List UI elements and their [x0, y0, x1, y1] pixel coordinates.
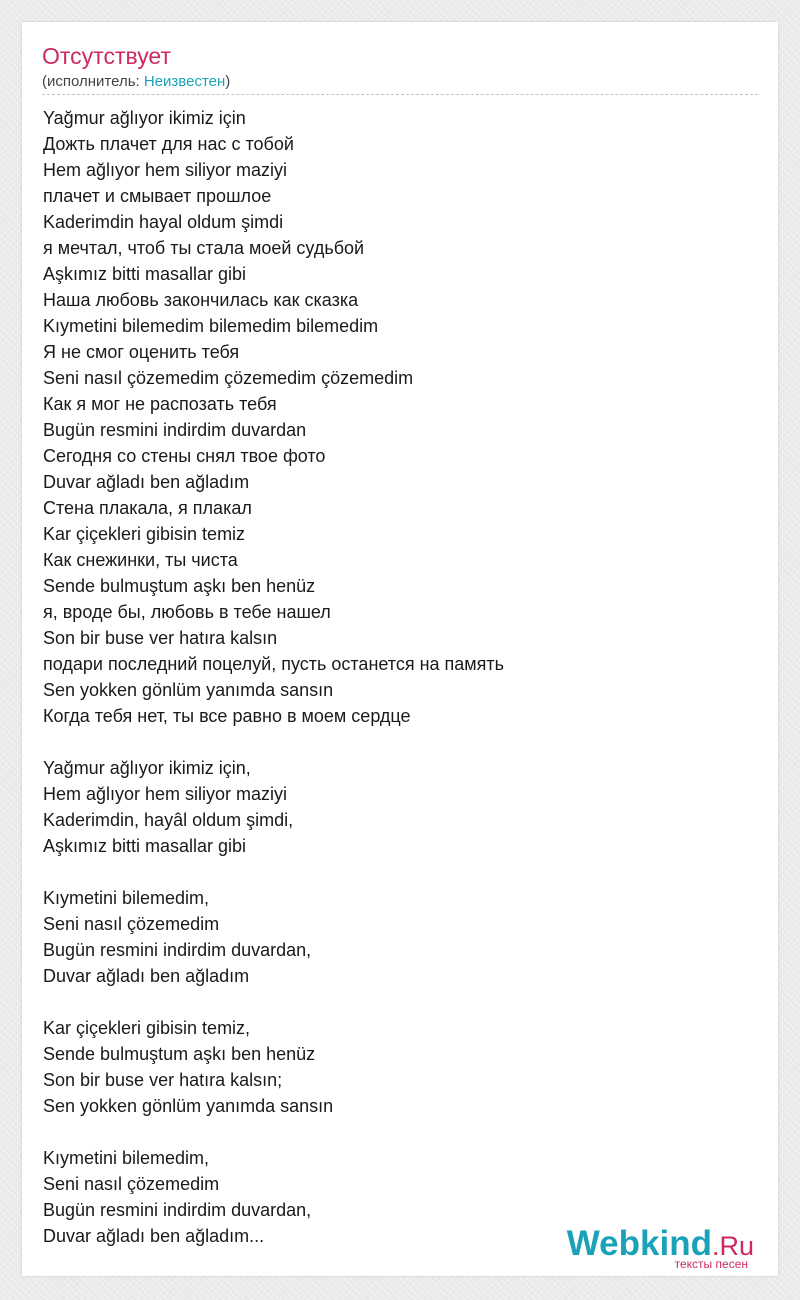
artist-line — [42, 73, 230, 91]
lyric-line: Стена плакала, я плакал — [43, 498, 252, 518]
lyric-line: Seni nasıl çözemedim — [43, 1174, 220, 1194]
lyrics-card — [22, 22, 778, 1276]
lyric-line: плачет и смывает прошлое — [43, 186, 272, 206]
lyric-line: Kaderimdin, hayâl oldum şimdi, — [43, 810, 294, 830]
title-divider — [42, 94, 758, 95]
lyric-line: Kar çiçekleri gibisin temiz — [43, 524, 246, 544]
lyric-line: Когда тебя нет, ты все равно в моем сердце — [43, 706, 411, 726]
lyric-line: Sende bulmuştum aşkı ben henüz — [43, 576, 316, 596]
lyric-line: Наша любовь закончилась как сказка — [43, 290, 359, 310]
lyric-line: Sen yokken gönlüm yanımda sansın — [43, 680, 334, 700]
lyric-line: Yağmur ağlıyor ikimiz için, — [43, 758, 251, 778]
lyric-line: Kıymetini bilemedim, — [43, 1148, 210, 1168]
lyric-line: Kıymetini bilemedim bilemedim bilemedim — [43, 316, 379, 336]
artist-link[interactable]: Неизвестен — [143, 73, 226, 90]
artist-prefix: (исполнитель: — [42, 73, 144, 90]
lyric-line: Aşkımız bitti masallar gibi — [43, 264, 247, 284]
lyric-line: Duvar ağladı ben ağladım — [43, 966, 250, 986]
stanza-break — [43, 859, 504, 885]
lyric-line: Son bir buse ver hatıra kalsın — [43, 628, 278, 648]
lyric-line: Sen yokken gönlüm yanımda sansın — [43, 1096, 334, 1116]
artist-suffix: ) — [225, 73, 231, 90]
lyric-line: Aşkımız bitti masallar gibi — [43, 836, 247, 856]
lyric-line: Duvar ağladı ben ağladım — [43, 472, 250, 492]
lyric-line: Как я мог не распозать тебя — [43, 394, 277, 414]
stanza-break — [43, 1119, 504, 1145]
lyric-line: Hem ağlıyor hem siliyor maziyi — [43, 784, 288, 804]
lyric-line: Seni nasıl çözemedim çözemedim çözemedim — [43, 368, 414, 388]
site-logo[interactable] — [567, 1226, 754, 1270]
lyric-line: Kaderimdin hayal oldum şimdi — [43, 212, 284, 232]
stanza-break — [43, 989, 504, 1015]
lyric-line: Дожть плачет для нас с тобой — [43, 134, 294, 154]
lyric-line: Сегодня со стены снял твое фото — [43, 446, 326, 466]
lyric-line: Bugün resmini indirdim duvardan, — [43, 1200, 312, 1220]
lyric-line: я, вроде бы, любовь в тебе нашел — [43, 602, 331, 622]
lyric-line: Как снежинки, ты чиста — [43, 550, 238, 570]
lyric-line: подари последний поцелуй, пусть останется на память — [43, 654, 505, 674]
lyric-line: Yağmur ağlıyor ikimiz için — [43, 108, 246, 128]
lyrics-text — [43, 105, 504, 1249]
lyric-line: Duvar ağladı ben ağladım... — [43, 1226, 265, 1246]
logo-tld: .Ru — [711, 1231, 754, 1261]
logo-name: Webkind — [566, 1224, 712, 1263]
logo-tagline: тексты песен — [674, 1257, 748, 1271]
lyric-line: Bugün resmini indirdim duvardan, — [43, 940, 312, 960]
song-title: Отсутствует — [42, 43, 171, 69]
lyric-line: Son bir buse ver hatıra kalsın; — [43, 1070, 283, 1090]
lyric-line: я мечтал, чтоб ты стала моей судьбой — [43, 238, 365, 258]
lyric-line: Kar çiçekleri gibisin temiz, — [43, 1018, 251, 1038]
lyric-line: Sende bulmuştum aşkı ben henüz — [43, 1044, 316, 1064]
lyric-line: Kıymetini bilemedim, — [43, 888, 210, 908]
lyric-line: Seni nasıl çözemedim — [43, 914, 220, 934]
lyric-line: Bugün resmini indirdim duvardan — [43, 420, 307, 440]
lyric-line: Hem ağlıyor hem siliyor maziyi — [43, 160, 288, 180]
stanza-break — [43, 729, 504, 755]
lyric-line: Я не смог оценить тебя — [43, 342, 240, 362]
